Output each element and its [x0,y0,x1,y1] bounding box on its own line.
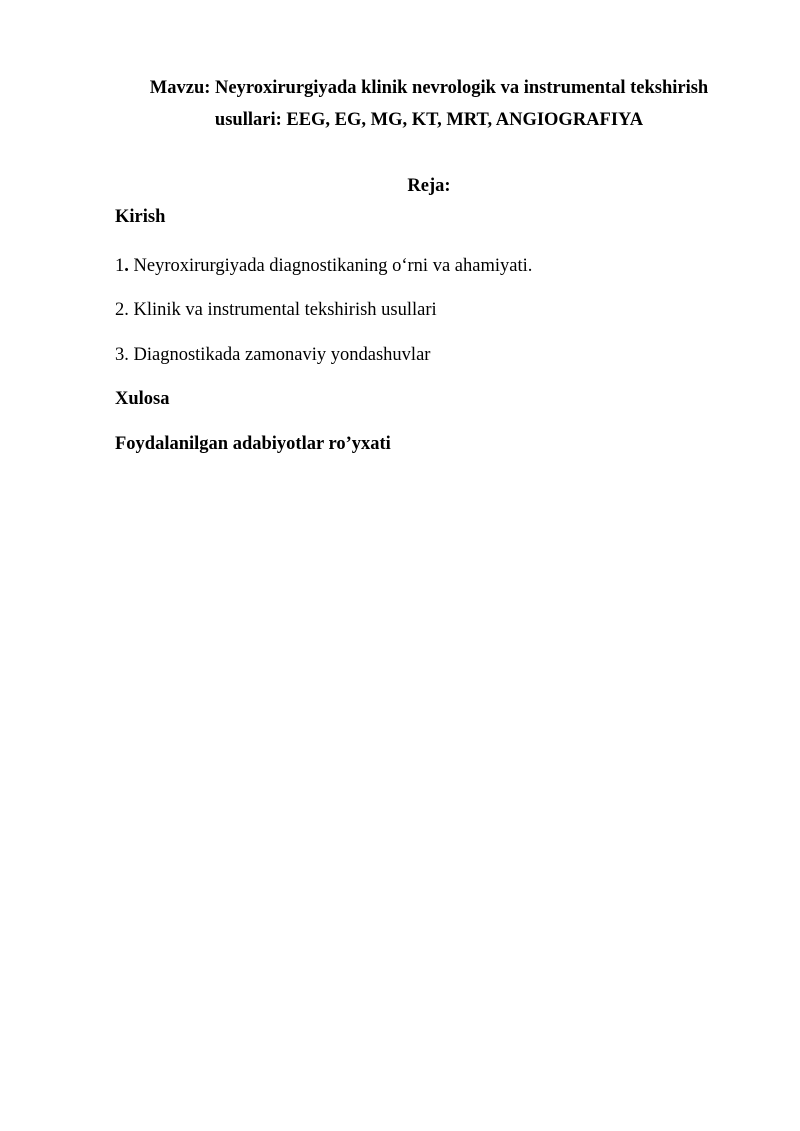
document-title-line-1: Mavzu: Neyroxirurgiyada klinik nevrologik va instrumental tekshirish [149,78,709,98]
plan-item-3 [115,341,430,369]
plan-heading: Reja: [407,176,451,196]
plan-item-number: 3. [115,345,129,365]
plan-item-number-dot: . [124,256,129,276]
plan-item-text: Klinik va instrumental tekshirish usullari [128,300,437,320]
plan-item-number: 2. [115,300,129,320]
plan-item-1 [115,252,532,280]
plan-item-references: Foydalanilgan adabiyotlar ro’yxati [115,434,391,454]
plan-item-text: Neyroxirurgiyada diagnostikaning o‘rni va ahamiyati. [128,256,533,276]
plan-item-text: Diagnostikada zamonaviy yondashuvlar [128,345,431,365]
plan-item-intro: Kirish [115,207,166,227]
plan-item-number: 1 [115,256,125,276]
plan-item-2 [115,296,437,324]
plan-item-conclusion: Xulosa [115,389,170,409]
document-title-line-2: usullari: EEG, EG, MG, KT, MRT, ANGIOGRAFIYA [214,110,644,130]
